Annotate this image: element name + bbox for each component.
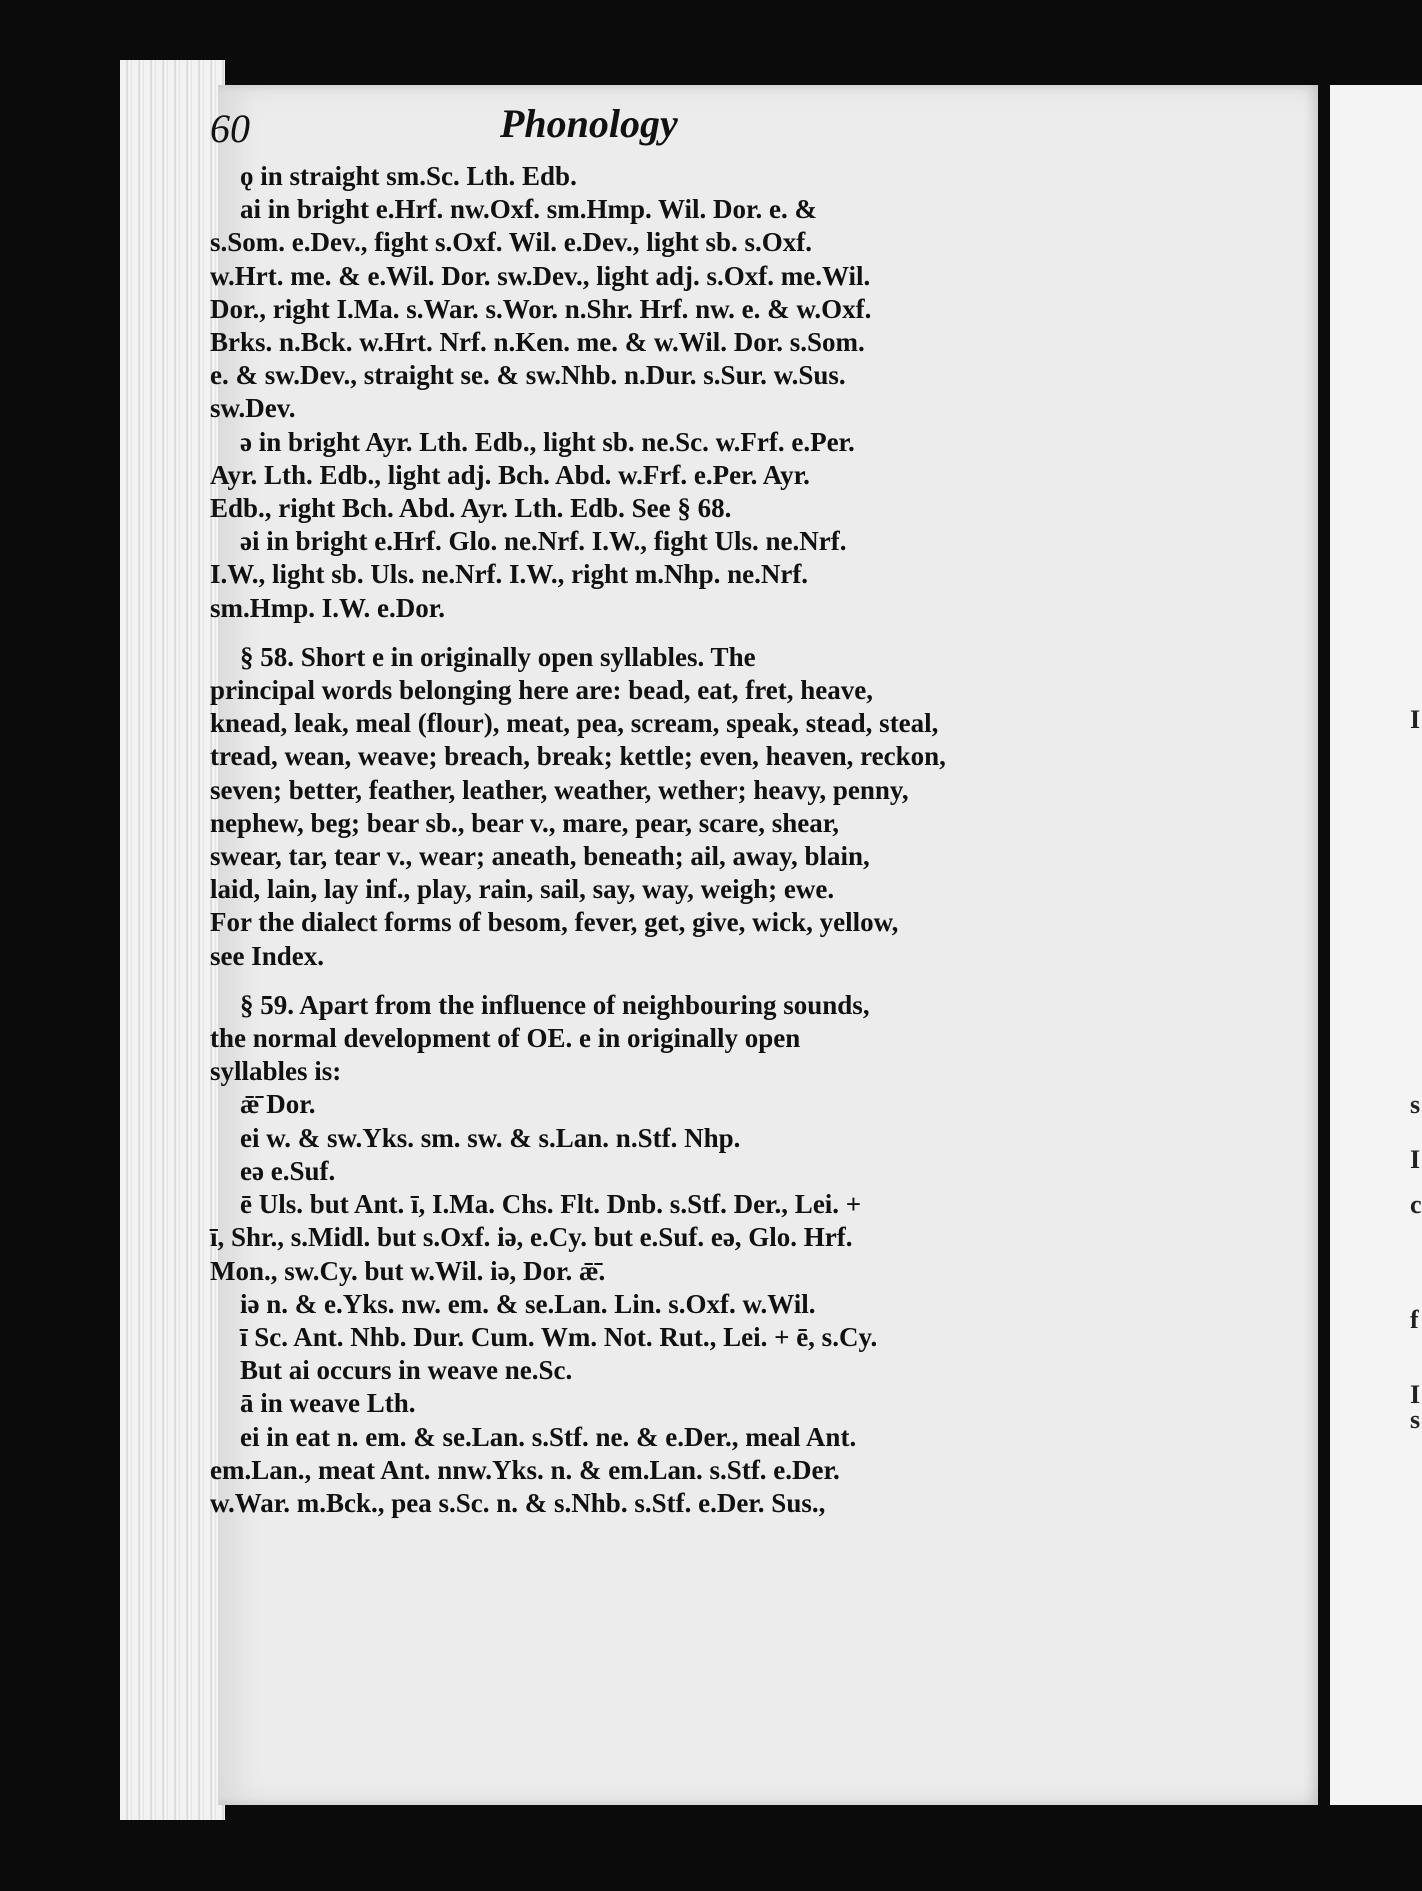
text-line: For the dialect forms of besom, fever, get, give, wick, yellow, bbox=[210, 907, 899, 938]
text-line: knead, leak, meal (flour), meat, pea, scream, speak, stead, steal, bbox=[210, 708, 939, 739]
facing-page-fragment: I bbox=[1410, 1380, 1421, 1409]
text-line: em.Lan., meat Ant. nnw.Yks. n. & em.Lan. s.Stf. e.Der. bbox=[210, 1454, 840, 1485]
text-line: e. & sw.Dev., straight se. & sw.Nhb. n.Dur. s.Sur. w.Sus. bbox=[210, 360, 846, 391]
text-line: tread, wean, weave; breach, break; kettle; even, heaven, reckon, bbox=[210, 741, 946, 772]
facing-page-fragment: I bbox=[1410, 1145, 1421, 1174]
text-line: see Index. bbox=[210, 940, 324, 971]
text-line: s.Som. e.Dev., fight s.Oxf. Wil. e.Dev., light sb. s.Oxf. bbox=[210, 227, 813, 258]
facing-page bbox=[1330, 85, 1422, 1805]
text-line: əi in bright e.Hrf. Glo. ne.Nrf. I.W., fight Uls. ne.Nrf. bbox=[240, 526, 847, 557]
text-line: ə in bright Ayr. Lth. Edb., light sb. ne.Sc. w.Frf. e.Per. bbox=[240, 426, 855, 457]
text-line: ei w. & sw.Yks. sm. sw. & s.Lan. n.Stf. Nhp. bbox=[240, 1122, 741, 1153]
text-line: eə e.Suf. bbox=[240, 1155, 336, 1186]
text-line: ī Sc. Ant. Nhb. Dur. Cum. Wm. Not. Rut., Lei. + ē, s.Cy. bbox=[240, 1321, 878, 1352]
text-line: ǫ in straight sm.Sc. Lth. Edb. bbox=[240, 161, 577, 191]
facing-page-fragment: f bbox=[1410, 1305, 1419, 1334]
text-line: nephew, beg; bear sb., bear v., mare, pear, scare, shear, bbox=[210, 807, 840, 838]
text-line: § 58. Short e in originally open syllables. The bbox=[240, 641, 756, 672]
text-line: Edb., right Bch. Abd. Ayr. Lth. Edb. See § 68. bbox=[210, 493, 732, 524]
text-line: principal words belonging here are: bead, eat, fret, heave, bbox=[210, 675, 873, 706]
text-line: Brks. n.Bck. w.Hrt. Nrf. n.Ken. me. & w.Wil. Dor. s.Som. bbox=[210, 327, 865, 358]
text-line: Ayr. Lth. Edb., light adj. Bch. Abd. w.Frf. e.Per. Ayr. bbox=[210, 459, 810, 490]
text-line: w.Hrt. me. & e.Wil. Dor. sw.Dev., light adj. s.Oxf. me.Wil. bbox=[210, 260, 871, 291]
text-line: ai in bright e.Hrf. nw.Oxf. sm.Hmp. Wil. Dor. e. & bbox=[240, 194, 818, 225]
facing-page-fragment: s bbox=[1410, 1405, 1421, 1434]
text-line: Mon., sw.Cy. but w.Wil. iə, Dor. ǣ̄. bbox=[210, 1255, 606, 1286]
page-body bbox=[210, 160, 975, 1520]
text-line: ī, Shr., s.Midl. but s.Oxf. iə, e.Cy. but e.Suf. eə, Glo. Hrf. bbox=[210, 1222, 853, 1253]
facing-page-fragment: I bbox=[1410, 705, 1421, 734]
facing-page-fragment: c bbox=[1410, 1190, 1422, 1219]
text-line: ǣ̄ Dor. bbox=[240, 1089, 316, 1120]
text-line: sm.Hmp. I.W. e.Dor. bbox=[210, 592, 446, 623]
text-line: swear, tar, tear v., wear; aneath, beneath; ail, away, blain, bbox=[210, 841, 870, 872]
text-line: syllables is: bbox=[210, 1056, 342, 1087]
text-line: sw.Dev. bbox=[210, 393, 296, 424]
facing-page-fragment: s bbox=[1410, 1090, 1421, 1119]
text-line: Dor., right I.Ma. s.War. s.Wor. n.Shr. Hrf. nw. e. & w.Oxf. bbox=[210, 293, 872, 324]
text-line: ā in weave Lth. bbox=[240, 1388, 416, 1419]
text-line: § 59. Apart from the influence of neighbouring sounds, bbox=[240, 989, 870, 1020]
text-line: ei in eat n. em. & se.Lan. s.Stf. ne. & e.Der., meal Ant. bbox=[240, 1421, 857, 1452]
page-title: Phonology bbox=[500, 101, 678, 146]
text-line: I.W., light sb. Uls. ne.Nrf. I.W., right m.Nhp. ne.Nrf. bbox=[210, 559, 809, 590]
text-line: the normal development of OE. e in originally open bbox=[210, 1023, 801, 1054]
page-number: 60 bbox=[210, 106, 250, 151]
text-line: w.War. m.Bck., pea s.Sc. n. & s.Nhb. s.Stf. e.Der. Sus., bbox=[210, 1487, 826, 1518]
text-line: But ai occurs in weave ne.Sc. bbox=[240, 1355, 573, 1386]
text-line: laid, lain, lay inf., play, rain, sail, say, way, weigh; ewe. bbox=[210, 874, 835, 905]
text-line: seven; better, feather, leather, weather, wether; heavy, penny, bbox=[210, 774, 909, 805]
text-line: iə n. & e.Yks. nw. em. & se.Lan. Lin. s.Oxf. w.Wil. bbox=[240, 1288, 816, 1319]
text-line: ē Uls. but Ant. ī, I.Ma. Chs. Flt. Dnb. s.Stf. Der., Lei. + bbox=[240, 1189, 862, 1220]
